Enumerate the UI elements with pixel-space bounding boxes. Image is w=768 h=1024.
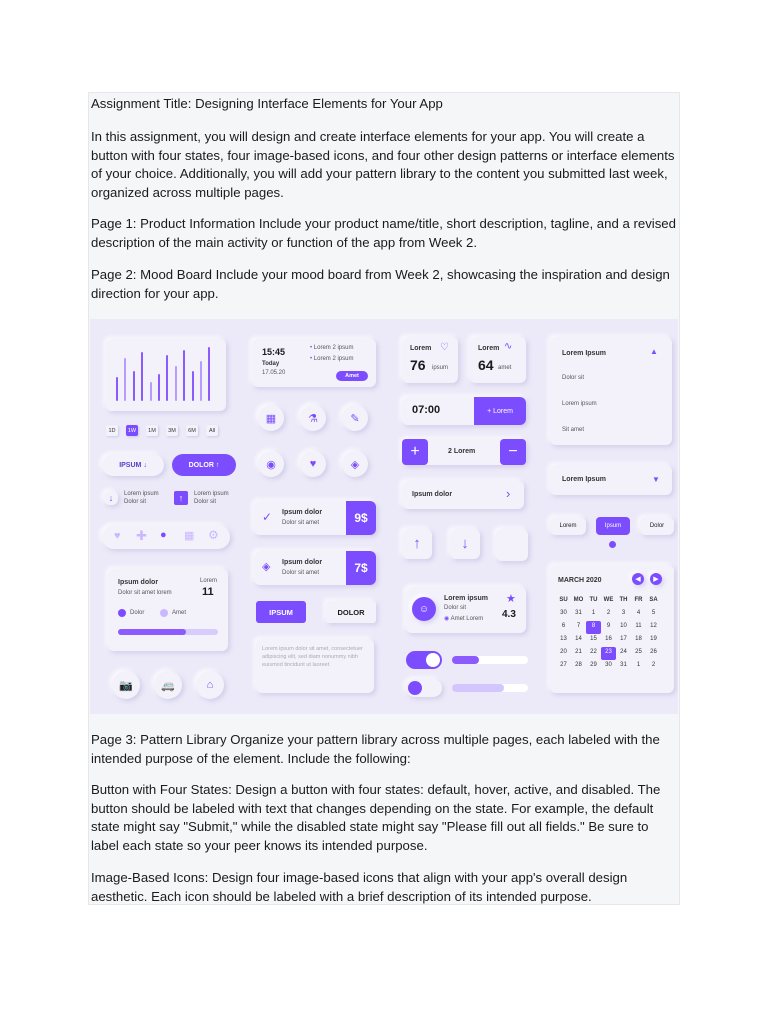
flask-icon[interactable]: ⚗ bbox=[300, 405, 326, 431]
avatar: ☺ bbox=[412, 597, 436, 621]
calendar-day[interactable]: 16 bbox=[605, 636, 612, 642]
chevron-right-icon: › bbox=[506, 486, 511, 501]
arrow-down-icon: ↓ bbox=[104, 491, 118, 505]
calendar-icon[interactable]: ▦ bbox=[184, 530, 195, 542]
list-item-up bbox=[174, 489, 234, 509]
list-item-down bbox=[104, 489, 164, 509]
chart-bar bbox=[175, 366, 177, 401]
arrow-up-icon: ↑ bbox=[215, 461, 220, 469]
pin-icon: ◉ bbox=[444, 616, 450, 622]
chart-bar bbox=[192, 371, 194, 401]
price-tag[interactable]: 9$ bbox=[346, 501, 376, 535]
toggle-on[interactable] bbox=[406, 651, 442, 669]
ipsum-button[interactable]: IPSUM ↓ bbox=[102, 454, 164, 476]
progress-bar bbox=[118, 629, 218, 635]
lorem-pulse-card bbox=[470, 337, 526, 383]
van-icon[interactable]: 🚐 bbox=[154, 671, 182, 699]
calendar-day[interactable]: 6 bbox=[561, 623, 566, 629]
home-icon[interactable]: ⌂ bbox=[196, 671, 224, 699]
timeframe-3m[interactable]: 3M bbox=[166, 425, 178, 436]
metric-label: Lorem bbox=[410, 345, 432, 352]
stats-sub: Dolor sit amet lorem bbox=[118, 590, 172, 596]
caret-up-icon[interactable]: ▲ bbox=[650, 347, 658, 356]
segment-dolor[interactable]: Dolor bbox=[640, 517, 674, 535]
pill-icon[interactable]: ◈ bbox=[342, 451, 368, 477]
product-sub: Dolor sit amet bbox=[282, 520, 320, 526]
stats-number: 11 bbox=[202, 586, 214, 598]
time-item: Lorem 2 ipsum bbox=[313, 356, 354, 362]
amet-button[interactable]: Amet bbox=[336, 371, 368, 381]
weekday-label: TU bbox=[589, 597, 598, 603]
timeframe-1d[interactable]: 1D bbox=[106, 425, 118, 436]
calendar-day[interactable]: 30 bbox=[605, 662, 612, 668]
weekday-label: FR bbox=[634, 597, 643, 603]
toggle-off[interactable] bbox=[406, 679, 442, 697]
time-text: 15:45 bbox=[262, 347, 286, 357]
location-title: Lorem ipsum bbox=[444, 595, 488, 602]
calendar-grid bbox=[556, 595, 668, 673]
calendar-day[interactable]: 5 bbox=[651, 610, 656, 616]
calendar-day[interactable]: 21 bbox=[575, 649, 582, 655]
document-page bbox=[88, 92, 680, 905]
metric-unit: ipsum bbox=[432, 365, 449, 371]
item-sub: Dolor sit bbox=[124, 499, 147, 505]
assignment-title: Assignment Title: Designing Interface Elements for Your App bbox=[91, 96, 443, 111]
lorem-heart-card bbox=[402, 337, 458, 383]
heart-outline-icon: ♡ bbox=[440, 342, 449, 353]
calendar-day[interactable]: 15 bbox=[590, 636, 597, 642]
timeframe-1w[interactable]: 1W bbox=[126, 425, 138, 436]
icon-toolbar bbox=[102, 525, 230, 549]
dropdown-title[interactable]: Lorem Ipsum bbox=[562, 350, 606, 357]
page1-paragraph: Page 1: Product Information Include your product name/title, short description, tagline, and a revised description of the main activity or function of the app from Week 2. bbox=[91, 216, 676, 250]
calendar-day[interactable]: 24 bbox=[620, 649, 627, 655]
calendar-day[interactable]: 26 bbox=[650, 649, 657, 655]
caret-down-icon: ▼ bbox=[652, 475, 660, 484]
calendar-day[interactable]: 17 bbox=[620, 636, 627, 642]
weekday-label: WE bbox=[603, 597, 614, 603]
location-sub: Dolor sit bbox=[444, 605, 467, 611]
dolor-button[interactable]: DOLOR ↑ bbox=[172, 454, 236, 476]
product-card-2 bbox=[254, 551, 376, 585]
calendar-day[interactable]: 12 bbox=[650, 623, 657, 629]
calendar-day[interactable]: 20 bbox=[560, 649, 567, 655]
calendar-day[interactable]: 30 bbox=[560, 610, 567, 616]
calendar-month: MARCH 2020 bbox=[558, 577, 602, 584]
icons-paragraph: Image-Based Icons: Design four image-based icons that align with your app's overall design aesthetic. Each icon should be labeled with a brief description of its intended purpose. bbox=[91, 870, 628, 904]
dropdown-open bbox=[550, 337, 672, 445]
mood-board-image bbox=[90, 319, 678, 714]
product-sub: Dolor sit amet bbox=[282, 570, 320, 576]
calendar-day[interactable]: 22 bbox=[590, 649, 597, 655]
metric-label: Lorem bbox=[478, 345, 500, 352]
timeframe-1m[interactable]: 1M bbox=[146, 425, 158, 436]
chart-bar bbox=[183, 350, 185, 401]
dropdown-closed[interactable] bbox=[550, 465, 672, 495]
chart-bar bbox=[158, 374, 160, 401]
gear-icon[interactable]: ⚙ bbox=[208, 528, 219, 542]
star-icon[interactable]: ★ bbox=[506, 593, 516, 605]
chart-bar bbox=[200, 361, 202, 402]
today-label: Today bbox=[262, 361, 280, 367]
nav-row[interactable] bbox=[402, 481, 524, 509]
calendar-day[interactable]: 14 bbox=[575, 636, 582, 642]
nav-label: Ipsum dolor bbox=[412, 491, 453, 498]
slider-1[interactable] bbox=[452, 656, 528, 664]
calendar-day[interactable]: 27 bbox=[560, 662, 567, 668]
intro-paragraph: In this assignment, you will design and create interface elements for your app. You will create a button with four states, four image-based icons, and four other design patterns or interface elements of your choice. Additionally, you will add your pattern library to the content you submitted last week, organized across multiple pages. bbox=[91, 129, 675, 200]
chart-bar bbox=[133, 371, 135, 401]
chart-bar bbox=[208, 347, 210, 401]
calendar-day[interactable]: 11 bbox=[635, 623, 642, 629]
stepper-value: 2 Lorem bbox=[448, 448, 476, 455]
stats-label: Lorem bbox=[200, 578, 218, 584]
page3-paragraph: Page 3: Pattern Library Organize your pattern library across multiple pages, each labeled with the intended purpose of the element. Include the following: bbox=[91, 732, 660, 766]
pulse-icon: ∿ bbox=[504, 341, 513, 352]
metric-unit: amet bbox=[498, 365, 512, 371]
stats-card bbox=[108, 569, 228, 651]
segment-lorem[interactable]: Lorem bbox=[550, 517, 586, 535]
calendar-day[interactable]: 19 bbox=[650, 636, 657, 642]
bar-chart-card bbox=[106, 339, 226, 411]
calendar-day[interactable]: 18 bbox=[635, 636, 642, 642]
alarm-time: 07:00 bbox=[412, 404, 441, 416]
segment-indicator bbox=[609, 541, 616, 548]
calendar-day[interactable]: 2 bbox=[606, 610, 611, 616]
calendar-icon[interactable]: ▦ bbox=[258, 405, 284, 431]
heart-icon[interactable]: ♥ bbox=[114, 530, 121, 542]
chart-bar bbox=[166, 355, 168, 401]
calendar-day[interactable]: 1 bbox=[636, 662, 641, 668]
calendar-day[interactable]: 29 bbox=[590, 662, 597, 668]
calendar-day[interactable]: 2 bbox=[651, 662, 656, 668]
metric-value: 76 bbox=[410, 357, 426, 373]
weekday-label: SU bbox=[559, 597, 568, 603]
pencil-icon[interactable]: ✎ bbox=[342, 405, 368, 431]
calendar-day[interactable]: 25 bbox=[635, 649, 642, 655]
calendar-day[interactable]: 9 bbox=[606, 623, 611, 629]
weekday-label: MO bbox=[573, 597, 584, 603]
paragraph-card bbox=[256, 639, 374, 693]
alarm-card bbox=[402, 397, 526, 425]
next-month-button[interactable]: ▶ bbox=[650, 573, 662, 585]
weekday-label: TH bbox=[619, 597, 628, 603]
timeframe-6m[interactable]: 6M bbox=[186, 425, 198, 436]
calendar-day[interactable]: 10 bbox=[620, 623, 627, 629]
legend-label-amet: Amet bbox=[172, 610, 187, 616]
pill-icon: ◈ bbox=[262, 561, 271, 573]
dropdown-option[interactable]: Lorem ipsum bbox=[562, 401, 597, 407]
calendar-day[interactable]: 8 bbox=[586, 621, 601, 634]
dolor-outline-button[interactable]: DOLOR bbox=[326, 601, 376, 623]
stats-title: Ipsum dolor bbox=[118, 579, 159, 586]
slider-2[interactable] bbox=[452, 684, 528, 692]
segment-ipsum[interactable]: Ipsum bbox=[596, 517, 630, 535]
price-tag[interactable]: 7$ bbox=[346, 551, 376, 585]
chart-bar bbox=[150, 382, 152, 401]
legend-dot-dolor bbox=[118, 609, 126, 617]
arrow-down-button[interactable]: ↓ bbox=[450, 529, 480, 559]
item-label: Lorem ipsum bbox=[194, 491, 229, 497]
dropdown-title: Lorem Ipsum bbox=[562, 476, 606, 483]
arrow-down-icon: ↓ bbox=[143, 461, 147, 469]
stepper bbox=[402, 439, 526, 465]
calendar-day[interactable]: 23 bbox=[601, 647, 616, 660]
add-lorem-button[interactable]: + Lorem bbox=[474, 397, 526, 425]
calendar-day[interactable]: 31 bbox=[620, 662, 627, 668]
time-item: Lorem 2 ipsum bbox=[313, 345, 354, 351]
calendar-day[interactable]: 7 bbox=[576, 623, 581, 629]
timeframe-all[interactable]: All bbox=[206, 425, 218, 436]
date-text: 17.05.20 bbox=[262, 370, 286, 376]
ipsum-solid-button[interactable]: IPSUM bbox=[256, 601, 306, 623]
weekday-label: SA bbox=[649, 597, 658, 603]
button-states-paragraph: Button with Four States: Design a button with four states: default, hover, active, and disabled. The button should be labeled with text that changes depending on the state. For example, the default state might say "Submit," while the disabled state might say "Please fill out all fields." Be sure to label each state so your peer knows its intended purpose. bbox=[91, 782, 661, 853]
legend-label-dolor: Dolor bbox=[130, 610, 145, 616]
empty-button[interactable] bbox=[496, 529, 528, 561]
calendar-day[interactable]: 1 bbox=[591, 610, 596, 616]
location-card bbox=[406, 587, 526, 633]
prev-month-button[interactable]: ◀ bbox=[632, 573, 644, 585]
calendar-day[interactable]: 28 bbox=[575, 662, 582, 668]
calendar-widget bbox=[550, 565, 674, 693]
chart-bar bbox=[124, 358, 126, 401]
metric-value: 64 bbox=[478, 357, 494, 373]
product-card-1 bbox=[254, 501, 376, 535]
product-title: Ipsum dolor bbox=[282, 559, 323, 566]
chart-bar bbox=[116, 377, 118, 401]
dropdown-option[interactable]: Sit amet bbox=[562, 427, 585, 433]
dropdown-option[interactable]: Dolor sit bbox=[562, 375, 585, 381]
chart-bar bbox=[141, 352, 143, 401]
leaf-icon: ✓ bbox=[262, 510, 273, 524]
location-icon[interactable]: ◉ bbox=[258, 451, 284, 477]
location-place: Amet Lorem bbox=[450, 616, 484, 622]
camera-icon[interactable]: 📷 bbox=[112, 671, 140, 699]
item-label: Lorem ipsum bbox=[124, 491, 159, 497]
arrow-up-icon: ↑ bbox=[174, 491, 188, 505]
calendar-day[interactable]: 4 bbox=[636, 610, 641, 616]
time-card: 15:45 Today 17.05.20 • Lorem 2 ipsum • Lorem 2 ipsum Amet bbox=[252, 339, 376, 387]
increment-button[interactable]: + bbox=[402, 439, 428, 465]
heart-icon[interactable]: ♥ bbox=[300, 451, 326, 477]
calendar-day[interactable]: 3 bbox=[621, 610, 626, 616]
product-title: Ipsum dolor bbox=[282, 509, 323, 516]
page2-paragraph: Page 2: Mood Board Include your mood board from Week 2, showcasing the inspiration and design direction for your app. bbox=[91, 267, 670, 301]
legend-dot-amet bbox=[160, 609, 168, 617]
timeframe-row bbox=[106, 425, 236, 439]
item-sub: Dolor sit bbox=[194, 499, 217, 505]
plus-icon[interactable]: ✚ bbox=[136, 528, 147, 543]
rating-value: 4.3 bbox=[502, 609, 516, 620]
arrow-up-button[interactable]: ↑ bbox=[402, 529, 432, 559]
calendar-day[interactable]: 13 bbox=[560, 636, 567, 642]
decrement-button[interactable]: − bbox=[500, 439, 526, 465]
calendar-day[interactable]: 31 bbox=[575, 610, 582, 616]
user-icon[interactable]: ● bbox=[160, 529, 167, 541]
paragraph-text: Lorem ipsum dolor sit amet, consectetuer adipiscing elit, sed diam nonummy nibh euismod tincidunt ut laoreet bbox=[262, 646, 363, 668]
